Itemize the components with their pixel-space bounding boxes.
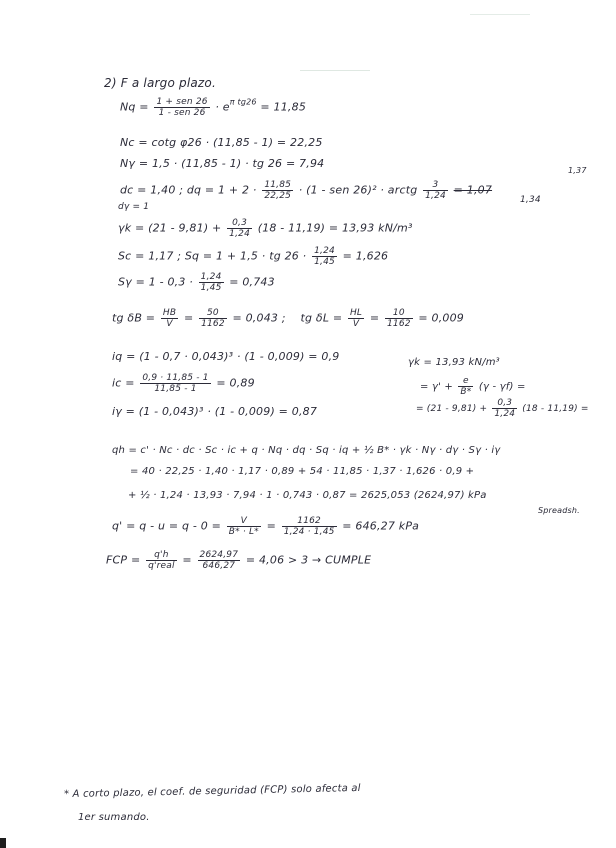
sy-equation: Sγ = 1 - 0,3 · $\frac{1,24}{1,45}$ = 0,743 [118, 272, 275, 293]
section-heading: 2) F a largo plazo. [104, 76, 216, 90]
scan-edge-mark [0, 838, 6, 848]
dc-dq-equation: dc = 1,40 ; dq = 1 + 2 · $\frac{11,85}{22,25}$ · (1 - sen 26)² · arctg $\frac{3}{1,24}$ = 1,07 [120, 180, 493, 201]
fcp-equation: FCP = $\frac{q'h}{\text{q'real}}$ = $\frac{2624,97}{646,27}$ = 4,06 > 3 → CUMPLE [106, 550, 372, 571]
side-yk-line2: = γ' + $\frac{e}{B*}$ (γ - γf) = [420, 376, 526, 397]
nq-equation: Nq = $\frac{\text{1 + sen 26}}{\text{1 - sen 26}}$ · $e^{\pi tg26} = 11,85$ [120, 97, 307, 118]
q-prime-equation: q' = q - u = q - 0 = $\frac{V}{B* \cdot L*}$ = $\frac{1162}{1,24 \cdot 1,45}$ = 646,27 kPa [112, 516, 420, 537]
footnote-line1: * A corto plazo, el coef. de seguridad (FCP) solo afecta al [63, 782, 361, 801]
side-yk-line1: γk = 13,93 kN/m³ [408, 357, 500, 368]
nc-equation: Nc = cotg φ26 · (11,85 - 1) = 22,25 [120, 136, 323, 149]
dq-corrected-value: 1,34 [520, 195, 541, 205]
iq-equation: iq = (1 - 0,7 · 0,043)³ · (1 - 0,009) = 0,9 [112, 350, 340, 363]
bleed-through-top [470, 14, 530, 21]
qh-margin-note: Spreadsh. [538, 506, 580, 515]
footnote-line2: 1er sumando. [78, 812, 150, 823]
dy-equation: dγ = 1 [118, 202, 150, 212]
nq-fraction: $\frac{\text{1 + sen 26}}{\text{1 - sen 26}}$ [156, 97, 208, 118]
iy-equation: iγ = (1 - 0,043)³ · (1 - 0,009) = 0,87 [112, 405, 318, 418]
tg-delta-equations: tg δB = $\frac{HB}{V}$ = $\frac{50}{1162}$ = 0,043 ; tg δL = $\frac{HL}{V}$ = $\frac{10}{1162}$ = 0,009 [112, 308, 465, 329]
bleed-through-mark [300, 70, 370, 76]
qh-substitution: = 40 · 22,25 · 1,40 · 1,17 · 0,89 + 54 · 11,85 · 1,37 · 1,626 · 0,9 + [130, 466, 475, 477]
side-yk-line3: = (21 - 9,81) + $\frac{0,3}{1,24}$ (18 - 11,19) = [416, 398, 589, 419]
yk-equation: γk = (21 - 9,81) + $\frac{0,3}{1,24}$ (18 - 11,19) = 13,93 kN/m³ [118, 218, 413, 239]
dq-margin-note: 1,37 [568, 166, 587, 175]
qh-result: + ½ · 1,24 · 13,93 · 7,94 · 1 · 0,743 · 0,87 = 2625,053 (2624,97) kPa [128, 490, 487, 501]
ic-equation: ic = $\frac{0,9 \cdot 11,85 - 1}{11,85 - 1}$ = 0,89 [112, 373, 255, 394]
qh-formula: qh = c' · Nc · dc · Sc · ic + q · Nq · dq · Sq · iq + ½ B* · γk · Nγ · dγ · Sγ · iγ [112, 445, 501, 456]
ny-equation: Nγ = 1,5 · (11,85 - 1) · tg 26 = 7,94 [120, 157, 325, 170]
sc-sq-equation: Sc = 1,17 ; Sq = 1 + 1,5 · tg 26 · $\frac{1,24}{1,45}$ = 1,626 [118, 246, 389, 267]
